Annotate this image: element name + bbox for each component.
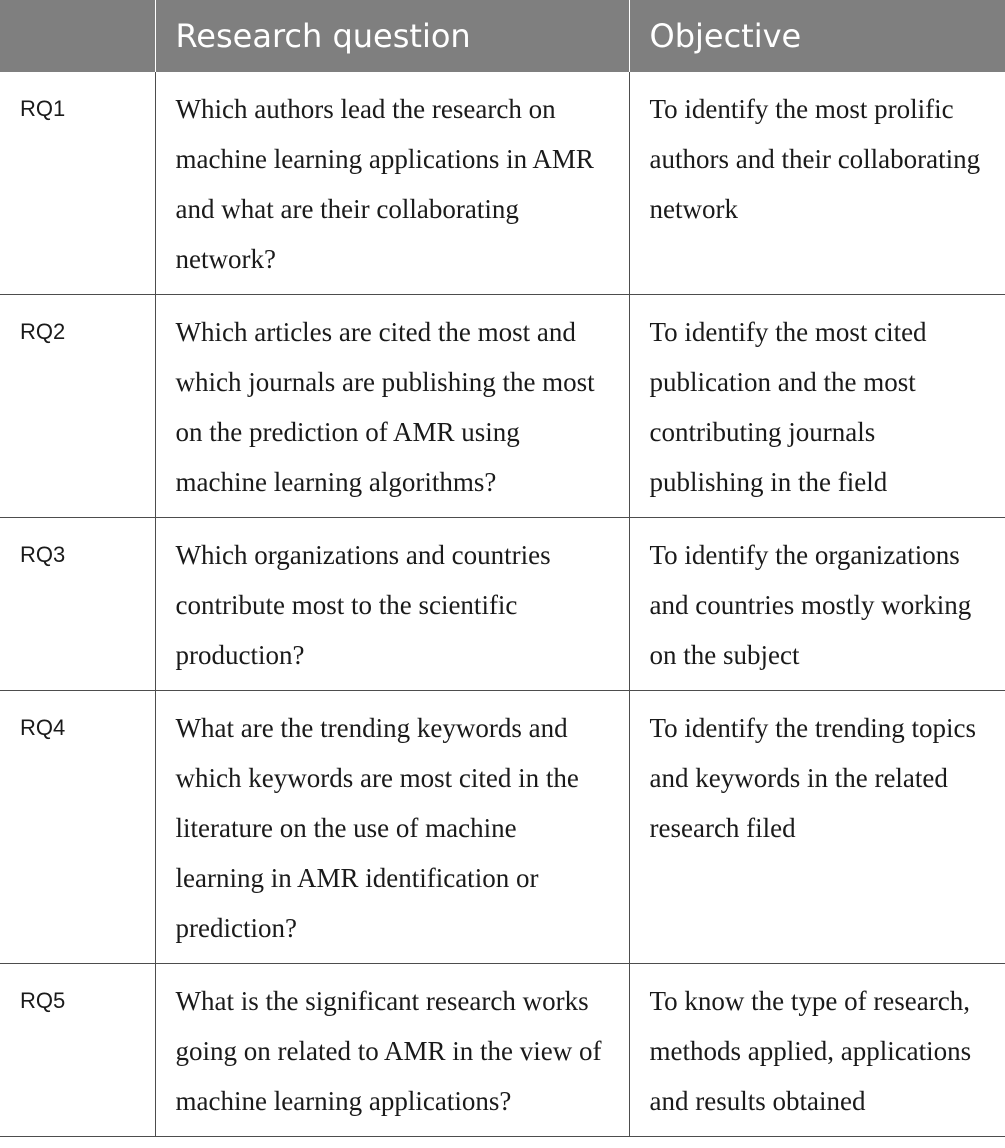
header-research-question: Research question (155, 0, 629, 72)
row-objective: To identify the organizations and countries mostly working on the subject (629, 518, 1005, 691)
row-question: Which articles are cited the most and which journals are publishing the most on the prediction of AMR using machine learning algorithms? (155, 295, 629, 518)
table-row (0, 964, 1005, 1137)
table-row (0, 295, 1005, 518)
header-id (0, 0, 155, 72)
row-objective: To identify the most prolific authors and their collaborating network (629, 72, 1005, 295)
table-header (0, 0, 1005, 72)
row-question: Which organizations and countries contribute most to the scientific production? (155, 518, 629, 691)
row-id: RQ1 (0, 72, 155, 295)
row-question: What is the significant research works going on related to AMR in the view of machine learning applications? (155, 964, 629, 1137)
row-question: What are the trending keywords and which keywords are most cited in the literature on the use of machine learning in AMR identification or prediction? (155, 691, 629, 964)
row-objective: To identify the most cited publication and the most contributing journals publishing in the field (629, 295, 1005, 518)
row-id: RQ4 (0, 691, 155, 964)
row-id: RQ5 (0, 964, 155, 1137)
row-objective: To identify the trending topics and keywords in the related research filed (629, 691, 1005, 964)
header-objective: Objective (629, 0, 1005, 72)
table-row (0, 72, 1005, 295)
header-row (0, 0, 1005, 72)
table-row (0, 518, 1005, 691)
table-body (0, 72, 1005, 1137)
row-question: Which authors lead the research on machine learning applications in AMR and what are their collaborating network? (155, 72, 629, 295)
table-row (0, 691, 1005, 964)
row-id: RQ3 (0, 518, 155, 691)
row-objective: To know the type of research, methods applied, applications and results obtained (629, 964, 1005, 1137)
row-id: RQ2 (0, 295, 155, 518)
